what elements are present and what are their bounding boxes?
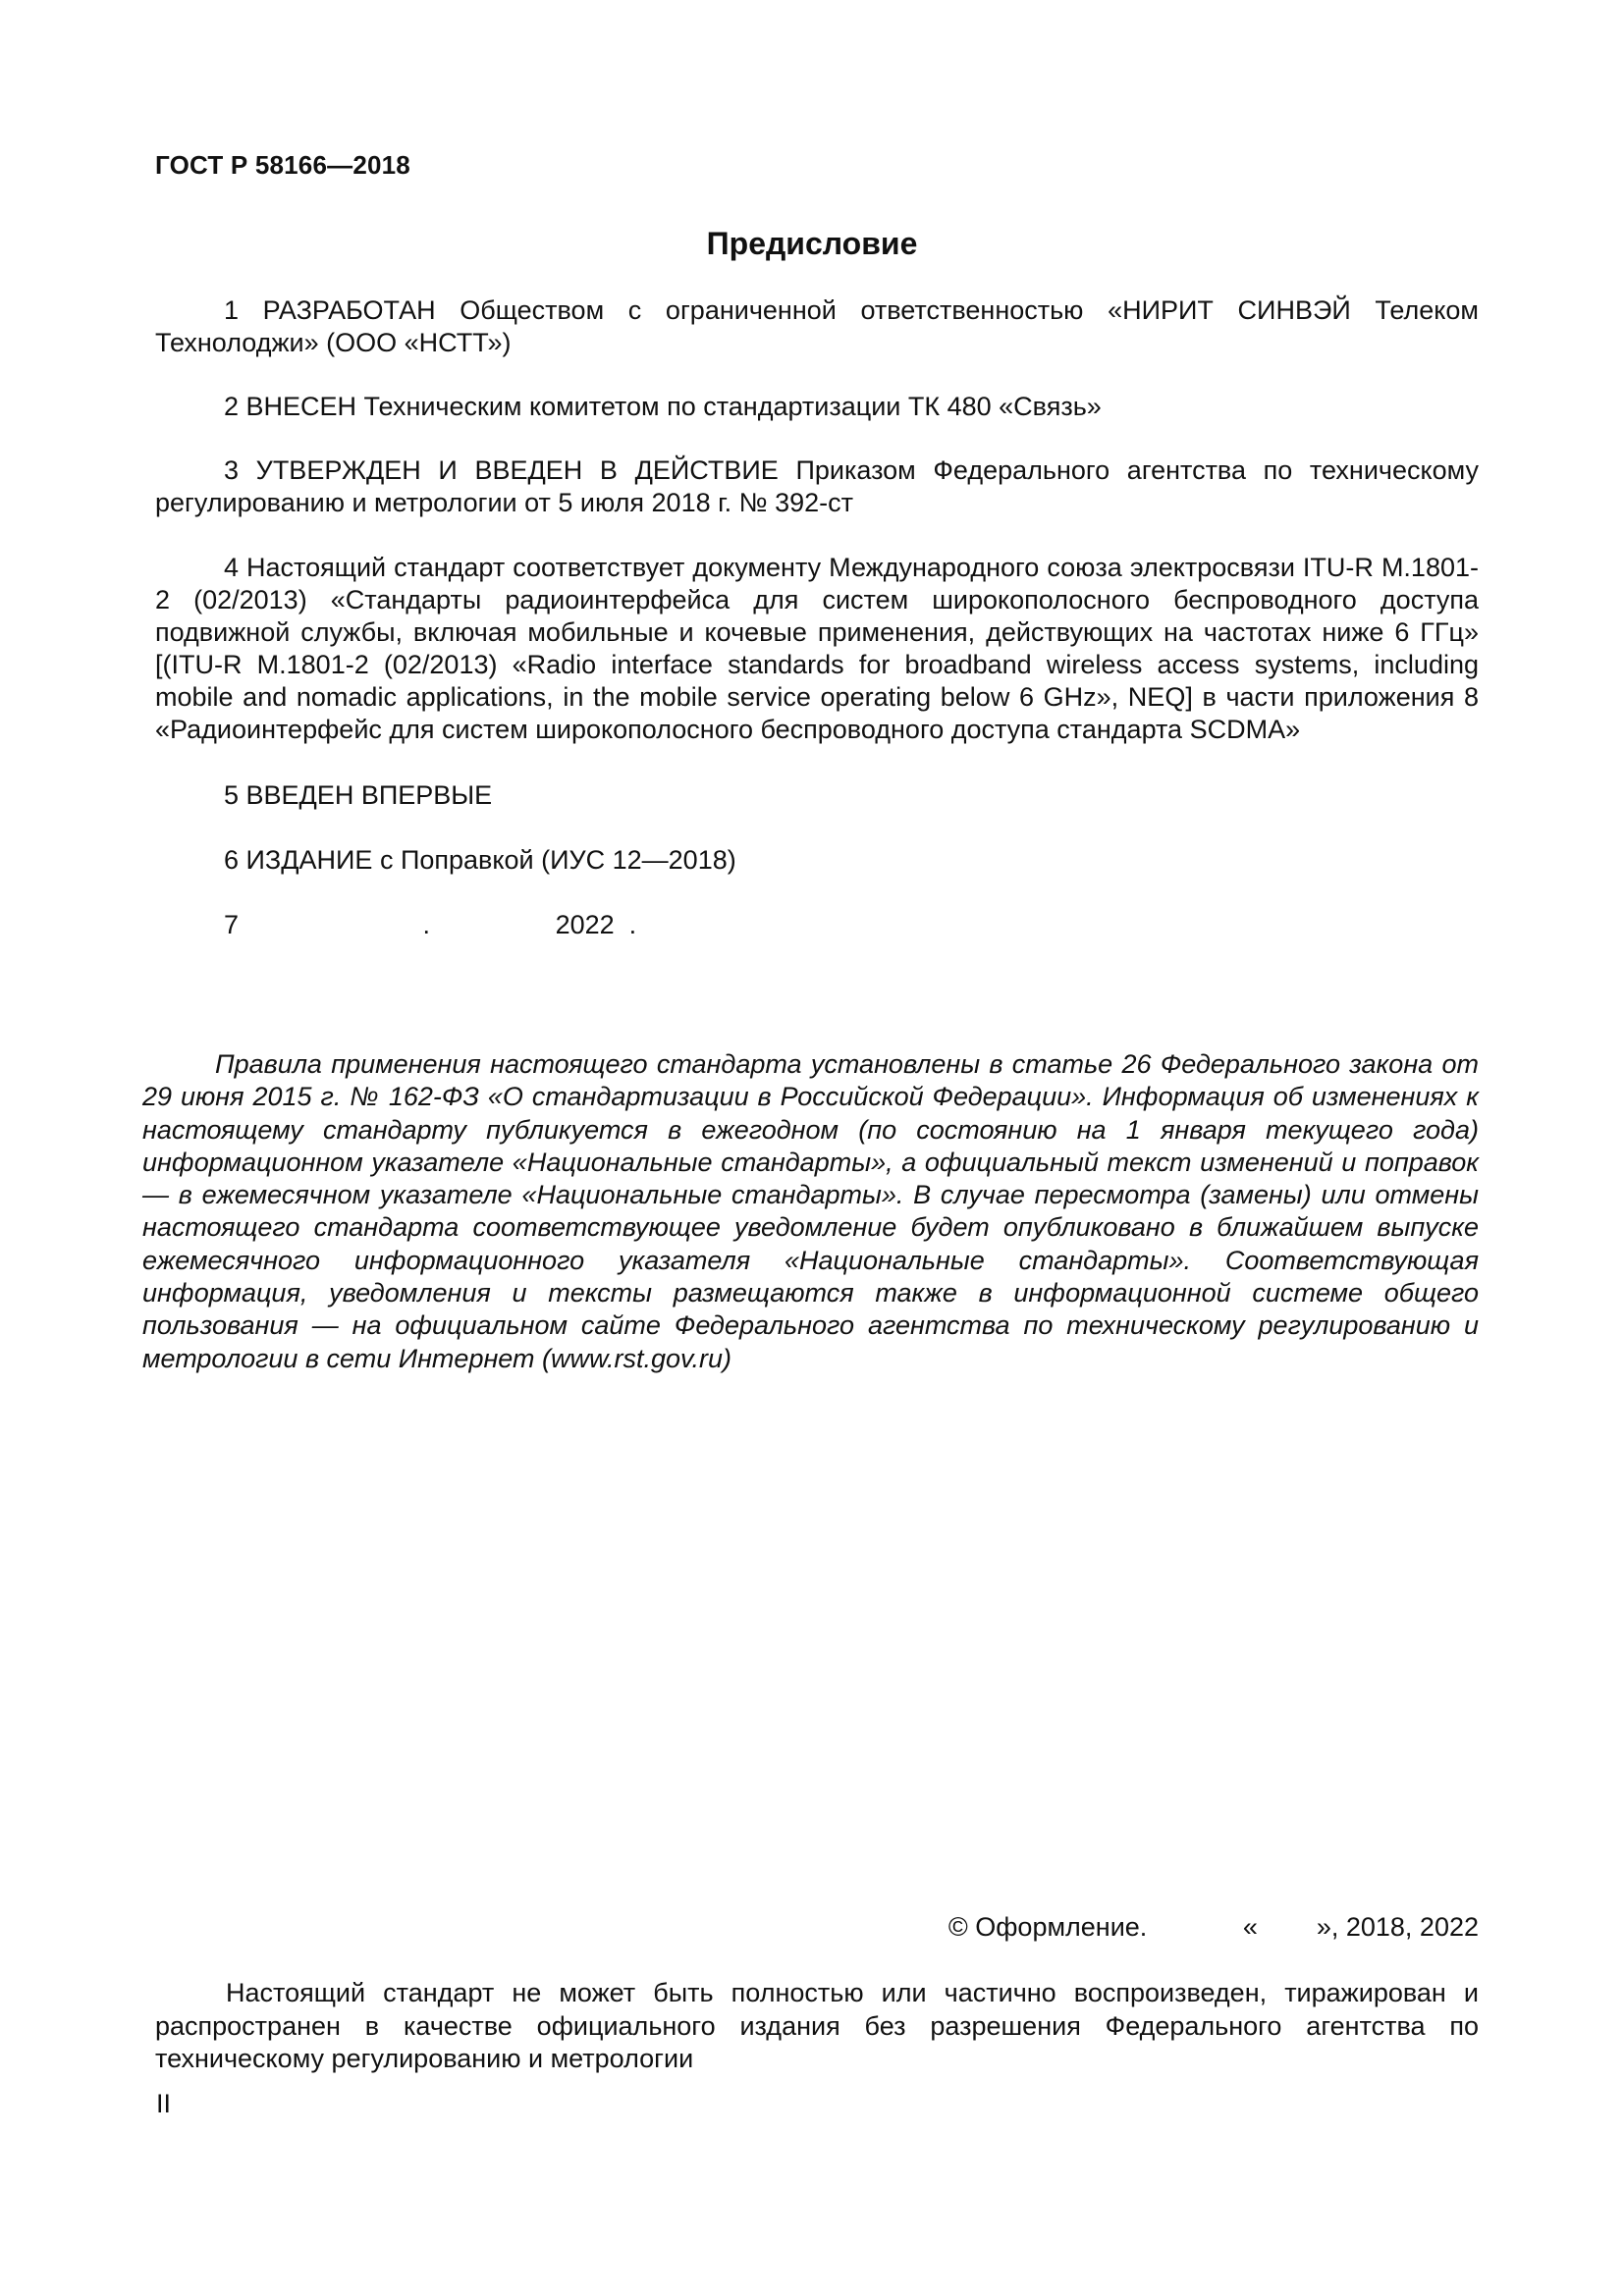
- paragraph-edition: 6 ИЗДАНИЕ с Поправкой (ИУС 12—2018): [224, 845, 736, 875]
- rules-note: Правила применения настоящего стандарта установлены в статье 26 Федерального закона от 29 июня 2015 г. № 162-ФЗ «О стандартизации в Российской Федерации». Информация об изменениях к настоящему стандарту публикуется в ежегодном (по состоянию на 1 января текущего года) информационном указателе «Национальные стандарты», а официальный текст изменений и поправок — в ежемесячном указателе «Национальные стандарты». В случае пересмотра (замены) или отмены настоящего стандарта соответствующее уведомление будет опубликовано в ближайшем выпуске ежемесячного информационного указателя «Национальные стандарты». Соответствующая информация, уведомления и тексты размещаются также в информационной системе общего пользования — на официальном сайте Федерального агентства по техническому регулированию и метрологии в сети Интернет (www.rst.gov.ru): [142, 1049, 1479, 1373]
- standard-code-header: ГОСТ Р 58166—2018: [155, 150, 410, 180]
- paragraph-introduced: 5 ВВЕДЕН ВПЕРВЫЕ: [224, 780, 493, 810]
- paragraph-developer: 1 РАЗРАБОТАН Обществом с ограниченной ответственностью «НИРИТ СИНВЭЙ Телеком Технолоджи» (ООО «НСТТ»): [155, 295, 1479, 357]
- reproduction-notice: Настоящий стандарт не может быть полностью или частично воспроизведен, тиражирован и распространен в качестве официального издания без разрешения Федерального агентства по техническому регулированию и метрологии: [155, 1978, 1479, 2073]
- paragraph-correspondence: 4 Настоящий стандарт соответствует документу Международного союза электросвязи ITU-R M.1801-2 (02/2013) «Стандарты радиоинтерфейса для систем широкополосного беспроводного доступа подвижной службы, включая мобильные и кочевые применения, действующих на частотах ниже 6 ГГц» [(ITU-R M.1801-2 (02/2013) «Radio interface standards for broadband wireless access systems, including mobile and nomadic applications, in the mobile service operating below 6 GHz», NEQ] в части приложения 8 «Радиоинтерфейс для систем широкополосного беспроводного доступа стандарта SCDMA»: [155, 553, 1479, 744]
- paragraph-submitted: 2 ВНЕСЕН Техническим комитетом по стандартизации ТК 480 «Связь»: [224, 392, 1102, 421]
- page-number: II: [156, 2089, 172, 2118]
- copyright-line: © Оформление. « », 2018, 2022: [947, 1912, 1479, 1942]
- paragraph-item-7: 7 . 2022 .: [224, 910, 637, 939]
- page-title: Предисловие: [706, 226, 918, 261]
- paragraph-approved: 3 УТВЕРЖДЕН И ВВЕДЕН В ДЕЙСТВИЕ Приказом Федерального агентства по техническому регулированию и метрологии от 5 июля 2018 г. № 392-ст: [155, 455, 1479, 517]
